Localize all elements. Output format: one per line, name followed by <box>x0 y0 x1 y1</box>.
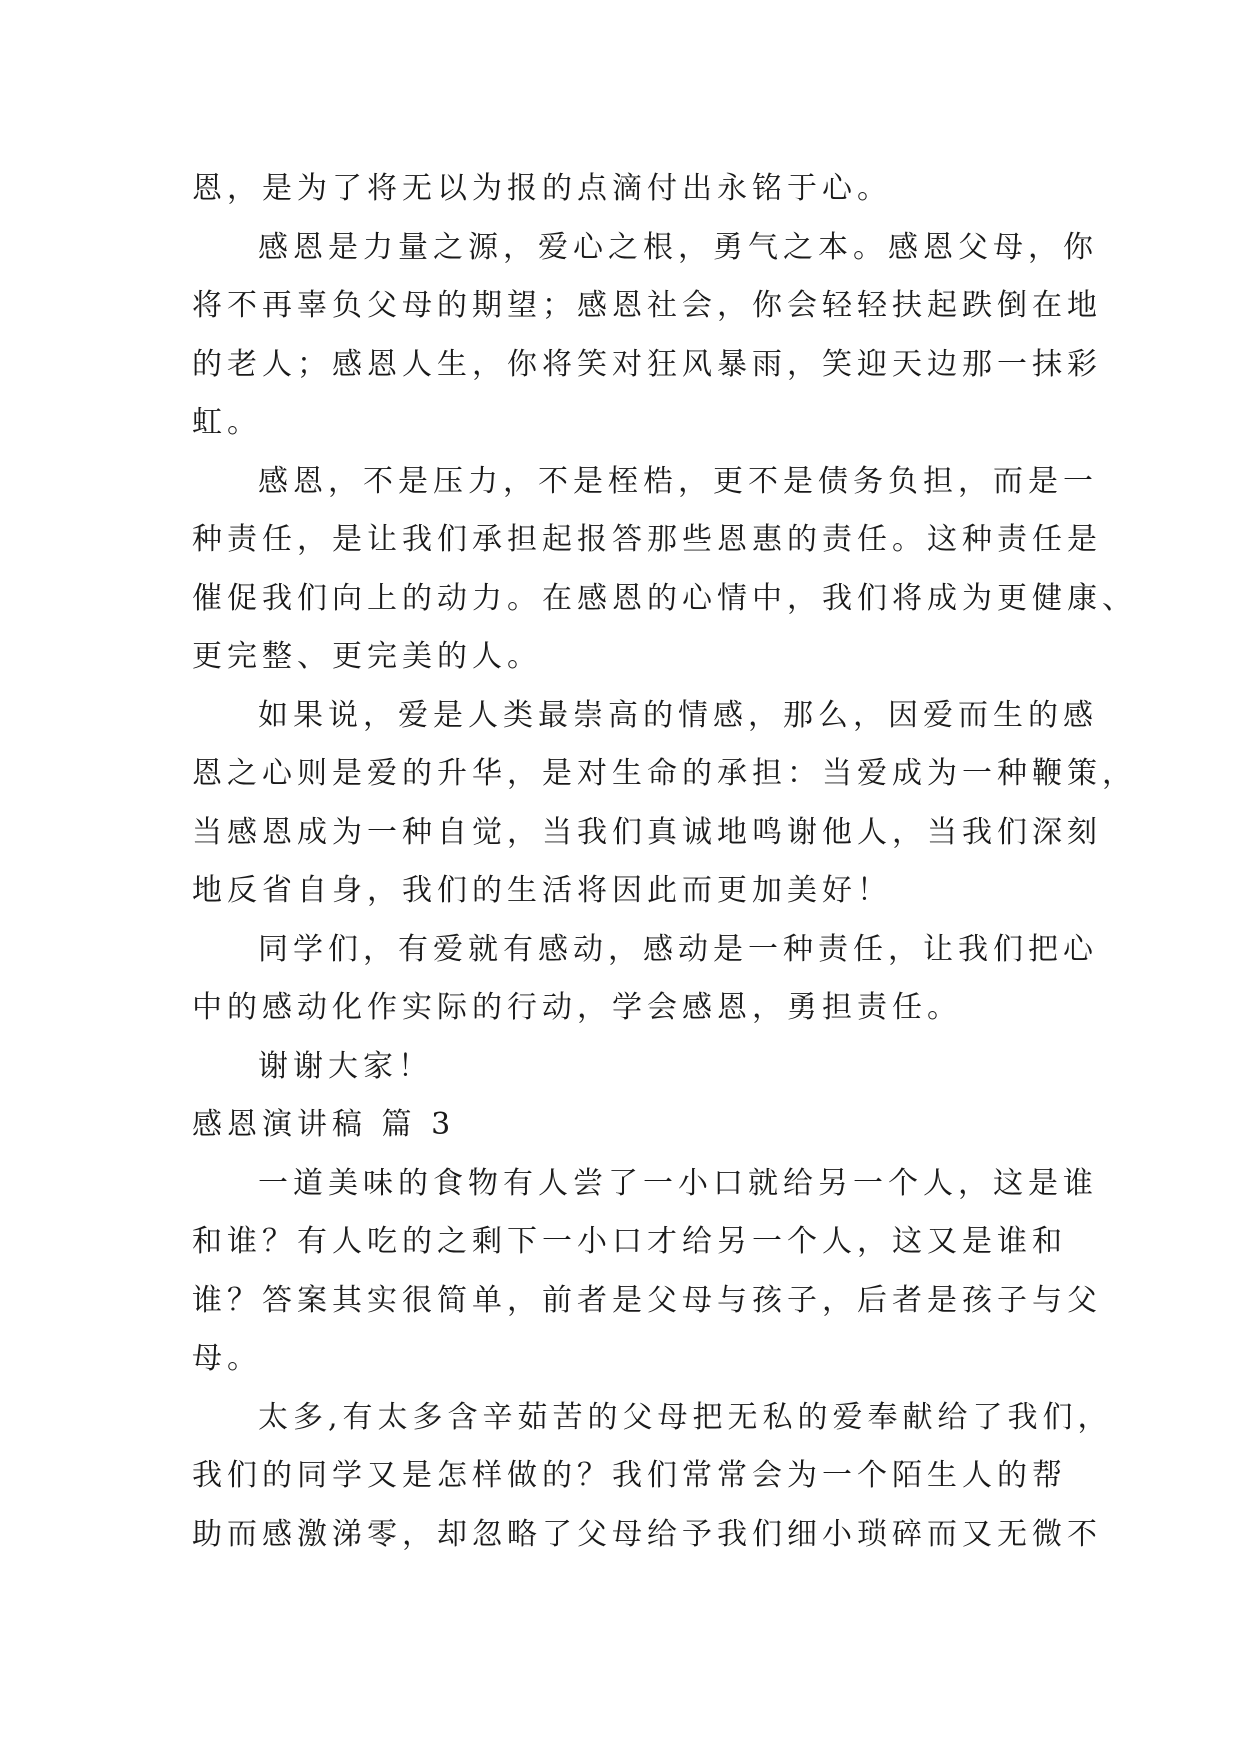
text-line: 的老人；感恩人生，你将笑对狂风暴雨，笑迎天边那一抹彩 <box>192 346 1102 382</box>
text-line: 一道美味的食物有人尝了一小口就给另一个人，这是谁 <box>258 1165 1098 1201</box>
text-line: 虹。 <box>192 405 262 440</box>
text-line: 将不再辜负父母的期望；感恩社会，你会轻轻扶起跌倒在地 <box>192 288 1102 323</box>
text-line: 太多,有太多含辛茹苦的父母把无私的爱奉献给了我们， <box>258 1399 1113 1435</box>
text-line: 如果说，爱是人类最崇高的情感，那么，因爱而生的感 <box>258 697 1098 733</box>
text-line: 感恩演讲稿 篇 3 <box>192 1107 456 1142</box>
text-line: 更完整、更完美的人。 <box>192 639 542 674</box>
text-line: 和谁？有人吃的之剩下一小口才给另一个人，这又是谁和 <box>192 1224 1067 1259</box>
text-line: 谁？答案其实很简单，前者是父母与孩子，后者是孩子与父 <box>192 1282 1102 1318</box>
text-line: 感恩是力量之源，爱心之根，勇气之本。感恩父母，你 <box>258 229 1098 265</box>
text-line: 催促我们向上的动力。在感恩的心情中，我们将成为更健康、 <box>192 580 1137 616</box>
text-line: 恩，是为了将无以为报的点滴付出永铭于心。 <box>192 171 892 206</box>
document-page <box>192 160 1137 1564</box>
text-line: 恩之心则是爱的升华，是对生命的承担：当爱成为一种鞭策， <box>192 756 1137 791</box>
text-line: 感恩，不是压力，不是桎梏，更不是债务负担，而是一 <box>258 463 1098 499</box>
text-line: 地反省自身，我们的生活将因此而更加美好！ <box>192 873 892 908</box>
text-line: 助而感激涕零，却忽略了父母给予我们细小琐碎而又无微不 <box>192 1516 1102 1552</box>
text-line: 中的感动化作实际的行动，学会感恩，勇担责任。 <box>192 990 962 1025</box>
text-line: 谢谢大家！ <box>258 1048 433 1084</box>
text-line: 同学们，有爱就有感动，感动是一种责任，让我们把心 <box>258 931 1098 967</box>
text-line: 母。 <box>192 1341 262 1376</box>
text-line: 当感恩成为一种自觉，当我们真诚地鸣谢他人，当我们深刻 <box>192 814 1102 850</box>
text-line: 我们的同学又是怎样做的？我们常常会为一个陌生人的帮 <box>192 1458 1067 1493</box>
text-line: 种责任，是让我们承担起报答那些恩惠的责任。这种责任是 <box>192 522 1102 557</box>
